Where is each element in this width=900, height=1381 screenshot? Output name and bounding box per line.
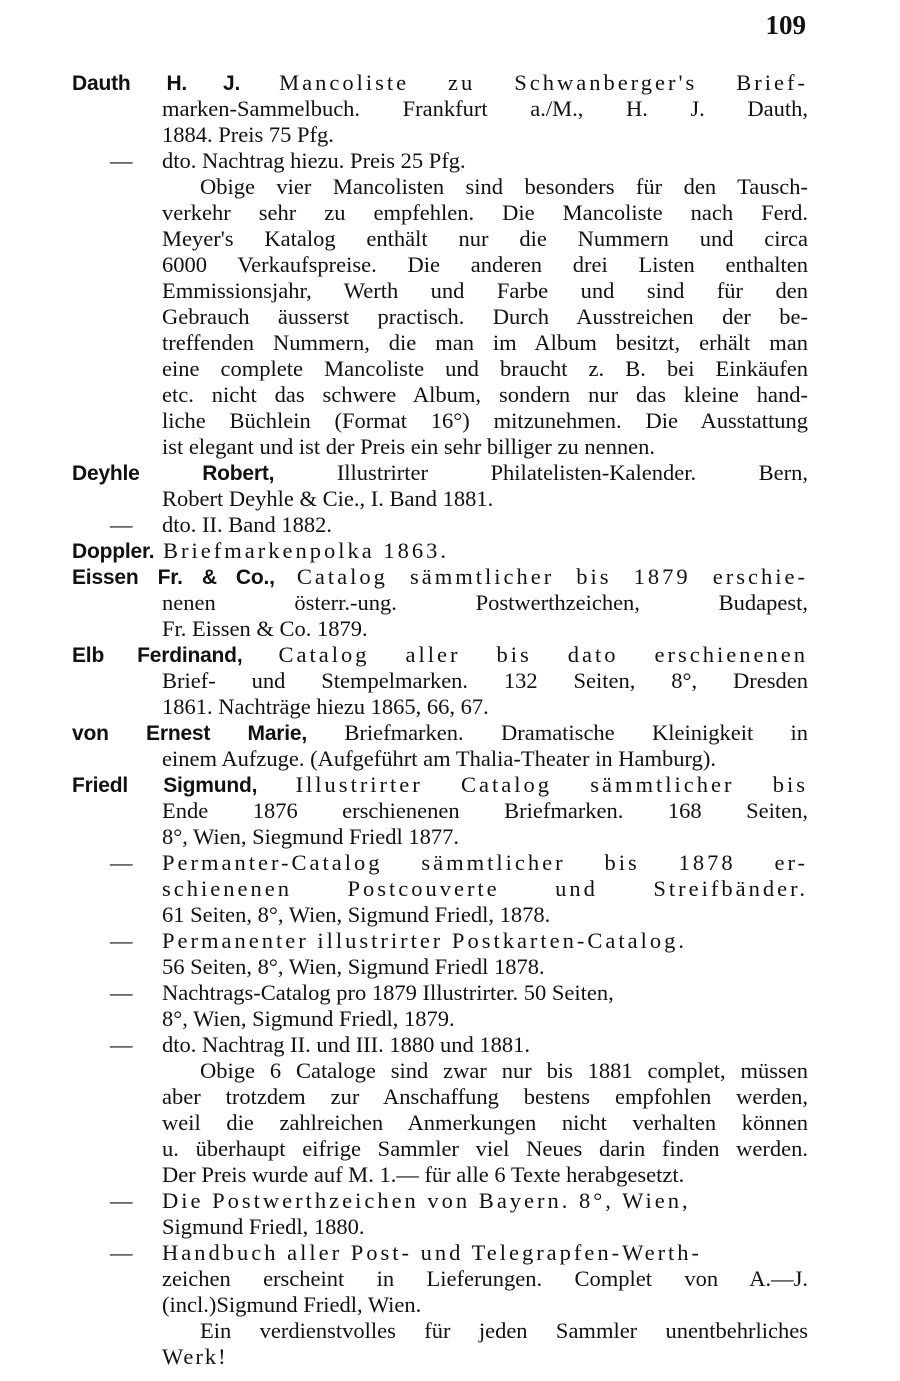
entry-line: Werk! xyxy=(162,1344,228,1369)
entry-line: nenen österr.-ung. Postwerthzeichen, Budapest, xyxy=(162,590,808,615)
entry-line: eine complete Mancoliste und braucht z. B. bei Einkäufen xyxy=(162,356,808,381)
entry-line xyxy=(72,70,808,96)
entry-line xyxy=(72,720,808,746)
entry-text: Illustrirter Catalog sämmtlicher bis xyxy=(257,772,808,797)
entry-line xyxy=(110,1240,808,1266)
entry-line: 8°, Wien, Sigmund Friedl, 1879. xyxy=(162,1006,455,1031)
dash-mark: — xyxy=(110,1188,133,1213)
entry-line xyxy=(72,772,808,798)
entry-text: dto. Nachtrag hiezu. Preis 25 Pfg. xyxy=(162,148,466,173)
entry-line: Robert Deyhle & Cie., I. Band 1881. xyxy=(162,486,494,511)
entry-line: Meyer's Katalog enthält nur die Nummern und circa xyxy=(162,226,808,251)
entry-line: marken-Sammelbuch. Frankfurt a./M., H. J. Dauth, xyxy=(162,96,808,121)
entry-text: dto. Nachtrag II. und III. 1880 und 1881. xyxy=(162,1032,531,1057)
entry-line: Ein verdienstvolles für jeden Sammler unentbehrliches xyxy=(200,1318,808,1343)
entry-line: weil die zahlreichen Anmerkungen nicht verhalten können xyxy=(162,1110,808,1135)
entry-line: 6000 Verkaufspreise. Die anderen drei Listen enthalten xyxy=(162,252,808,277)
dash-mark: — xyxy=(110,1032,133,1057)
entry-line xyxy=(110,1188,808,1214)
entry-text: Catalog sämmtlicher bis 1879 erschie- xyxy=(274,564,808,589)
entry-line xyxy=(110,980,808,1006)
entry-line xyxy=(110,148,808,174)
entry-line: Der Preis wurde auf M. 1.— für alle 6 Texte herabgesetzt. xyxy=(162,1162,685,1187)
entry-text: Nachtrags-Catalog pro 1879 Illustrirter. 50 Seiten, xyxy=(162,980,614,1005)
entry-text: dto. II. Band 1882. xyxy=(162,512,332,537)
entry-author: Elb Ferdinand, xyxy=(72,644,243,667)
entry-line xyxy=(110,928,808,954)
entry-text: Briefmarkenpolka 1863. xyxy=(154,538,449,563)
entry-text: Briefmarken. Dramatische Kleinigkeit in xyxy=(307,720,809,745)
entry-line: schienenen Postcouverte und Streifbänder. xyxy=(162,876,808,901)
entry-text: Die Postwerthzeichen von Bayern. 8°, Wien, xyxy=(162,1188,691,1213)
dash-mark: — xyxy=(110,512,133,537)
entry-line: 1861. Nachträge hiezu 1865, 66, 67. xyxy=(162,694,489,719)
entry-line: 1884. Preis 75 Pfg. xyxy=(162,122,334,147)
entry-author: von Ernest Marie, xyxy=(72,722,308,745)
entry-line: zeichen erscheint in Lieferungen. Complet von A.—J. xyxy=(162,1266,808,1291)
entry-line: liche Büchlein (Format 16°) mitzunehmen. Die Ausstattung xyxy=(162,408,808,433)
entry-line: Gebrauch äusserst practisch. Durch Ausstreichen der be- xyxy=(162,304,808,329)
entry-line: einem Aufzuge. (Aufgeführt am Thalia-Theater in Hamburg). xyxy=(162,746,716,771)
entry-text: Permanenter illustrirter Postkarten-Catalog. xyxy=(162,928,688,953)
entry-line: u. überhaupt eifrige Sammler viel Neues darin finden werden. xyxy=(162,1136,808,1161)
entry-author: Eissen Fr. & Co., xyxy=(72,566,275,589)
dash-mark: — xyxy=(110,980,133,1005)
entry-line xyxy=(110,1032,808,1058)
entry-line: Emmissionsjahr, Werth und Farbe und sind für den xyxy=(162,278,808,303)
entry-text: Illustrirter Philatelisten-Kalender. Bern, xyxy=(274,460,808,485)
dash-mark: — xyxy=(110,928,133,953)
entry-line: Obige vier Mancolisten sind besonders für den Tausch- xyxy=(200,174,808,199)
entry-line: Ende 1876 erschienenen Briefmarken. 168 Seiten, xyxy=(162,798,808,823)
entry-author: Doppler. xyxy=(72,540,155,563)
entry-line xyxy=(72,538,808,564)
dash-mark: — xyxy=(110,850,133,875)
entry-line: Sigmund Friedl, 1880. xyxy=(162,1214,365,1239)
entry-line: treffenden Nummern, die man im Album besitzt, erhält man xyxy=(162,330,808,355)
entry-text: Mancoliste zu Schwanberger's Brief- xyxy=(240,70,808,95)
entry-line: 61 Seiten, 8°, Wien, Sigmund Friedl, 1878. xyxy=(162,902,551,927)
entry-line: 8°, Wien, Siegmund Friedl 1877. xyxy=(162,824,460,849)
entry-line xyxy=(72,460,808,486)
entry-text: Permanter-Catalog sämmtlicher bis 1878 er- xyxy=(162,850,808,875)
dash-mark: — xyxy=(110,148,133,173)
entry-text: Catalog aller bis dato erschienenen xyxy=(242,642,808,667)
entry-line: 56 Seiten, 8°, Wien, Sigmund Friedl 1878. xyxy=(162,954,545,979)
entry-author: Deyhle Robert, xyxy=(72,462,275,485)
entry-text: Handbuch aller Post- und Telegrapfen-Werth- xyxy=(162,1240,703,1265)
entry-line xyxy=(110,512,808,538)
entry-author: Dauth H. J. xyxy=(72,72,241,95)
entry-line xyxy=(110,850,808,876)
page-number: 109 xyxy=(765,10,806,40)
entry-line: aber trotzdem zur Anschaffung bestens empfohlen werden, xyxy=(162,1084,808,1109)
entry-line: ist elegant und ist der Preis ein sehr billiger zu nennen. xyxy=(162,434,656,459)
entry-line xyxy=(72,564,808,590)
entry-line: (incl.)Sigmund Friedl, Wien. xyxy=(162,1292,422,1317)
entry-line: Obige 6 Cataloge sind zwar nur bis 1881 complet, müssen xyxy=(200,1058,808,1083)
entry-author: Friedl Sigmund, xyxy=(72,774,258,797)
entry-line xyxy=(72,642,808,668)
entry-line: Brief- und Stempelmarken. 132 Seiten, 8°, Dresden xyxy=(162,668,808,693)
entry-line: Fr. Eissen & Co. 1879. xyxy=(162,616,368,641)
dash-mark: — xyxy=(110,1240,133,1265)
entry-line: etc. nicht das schwere Album, sondern nur das kleine hand- xyxy=(162,382,808,407)
entry-line: verkehr sehr zu empfehlen. Die Mancoliste nach Ferd. xyxy=(162,200,808,225)
